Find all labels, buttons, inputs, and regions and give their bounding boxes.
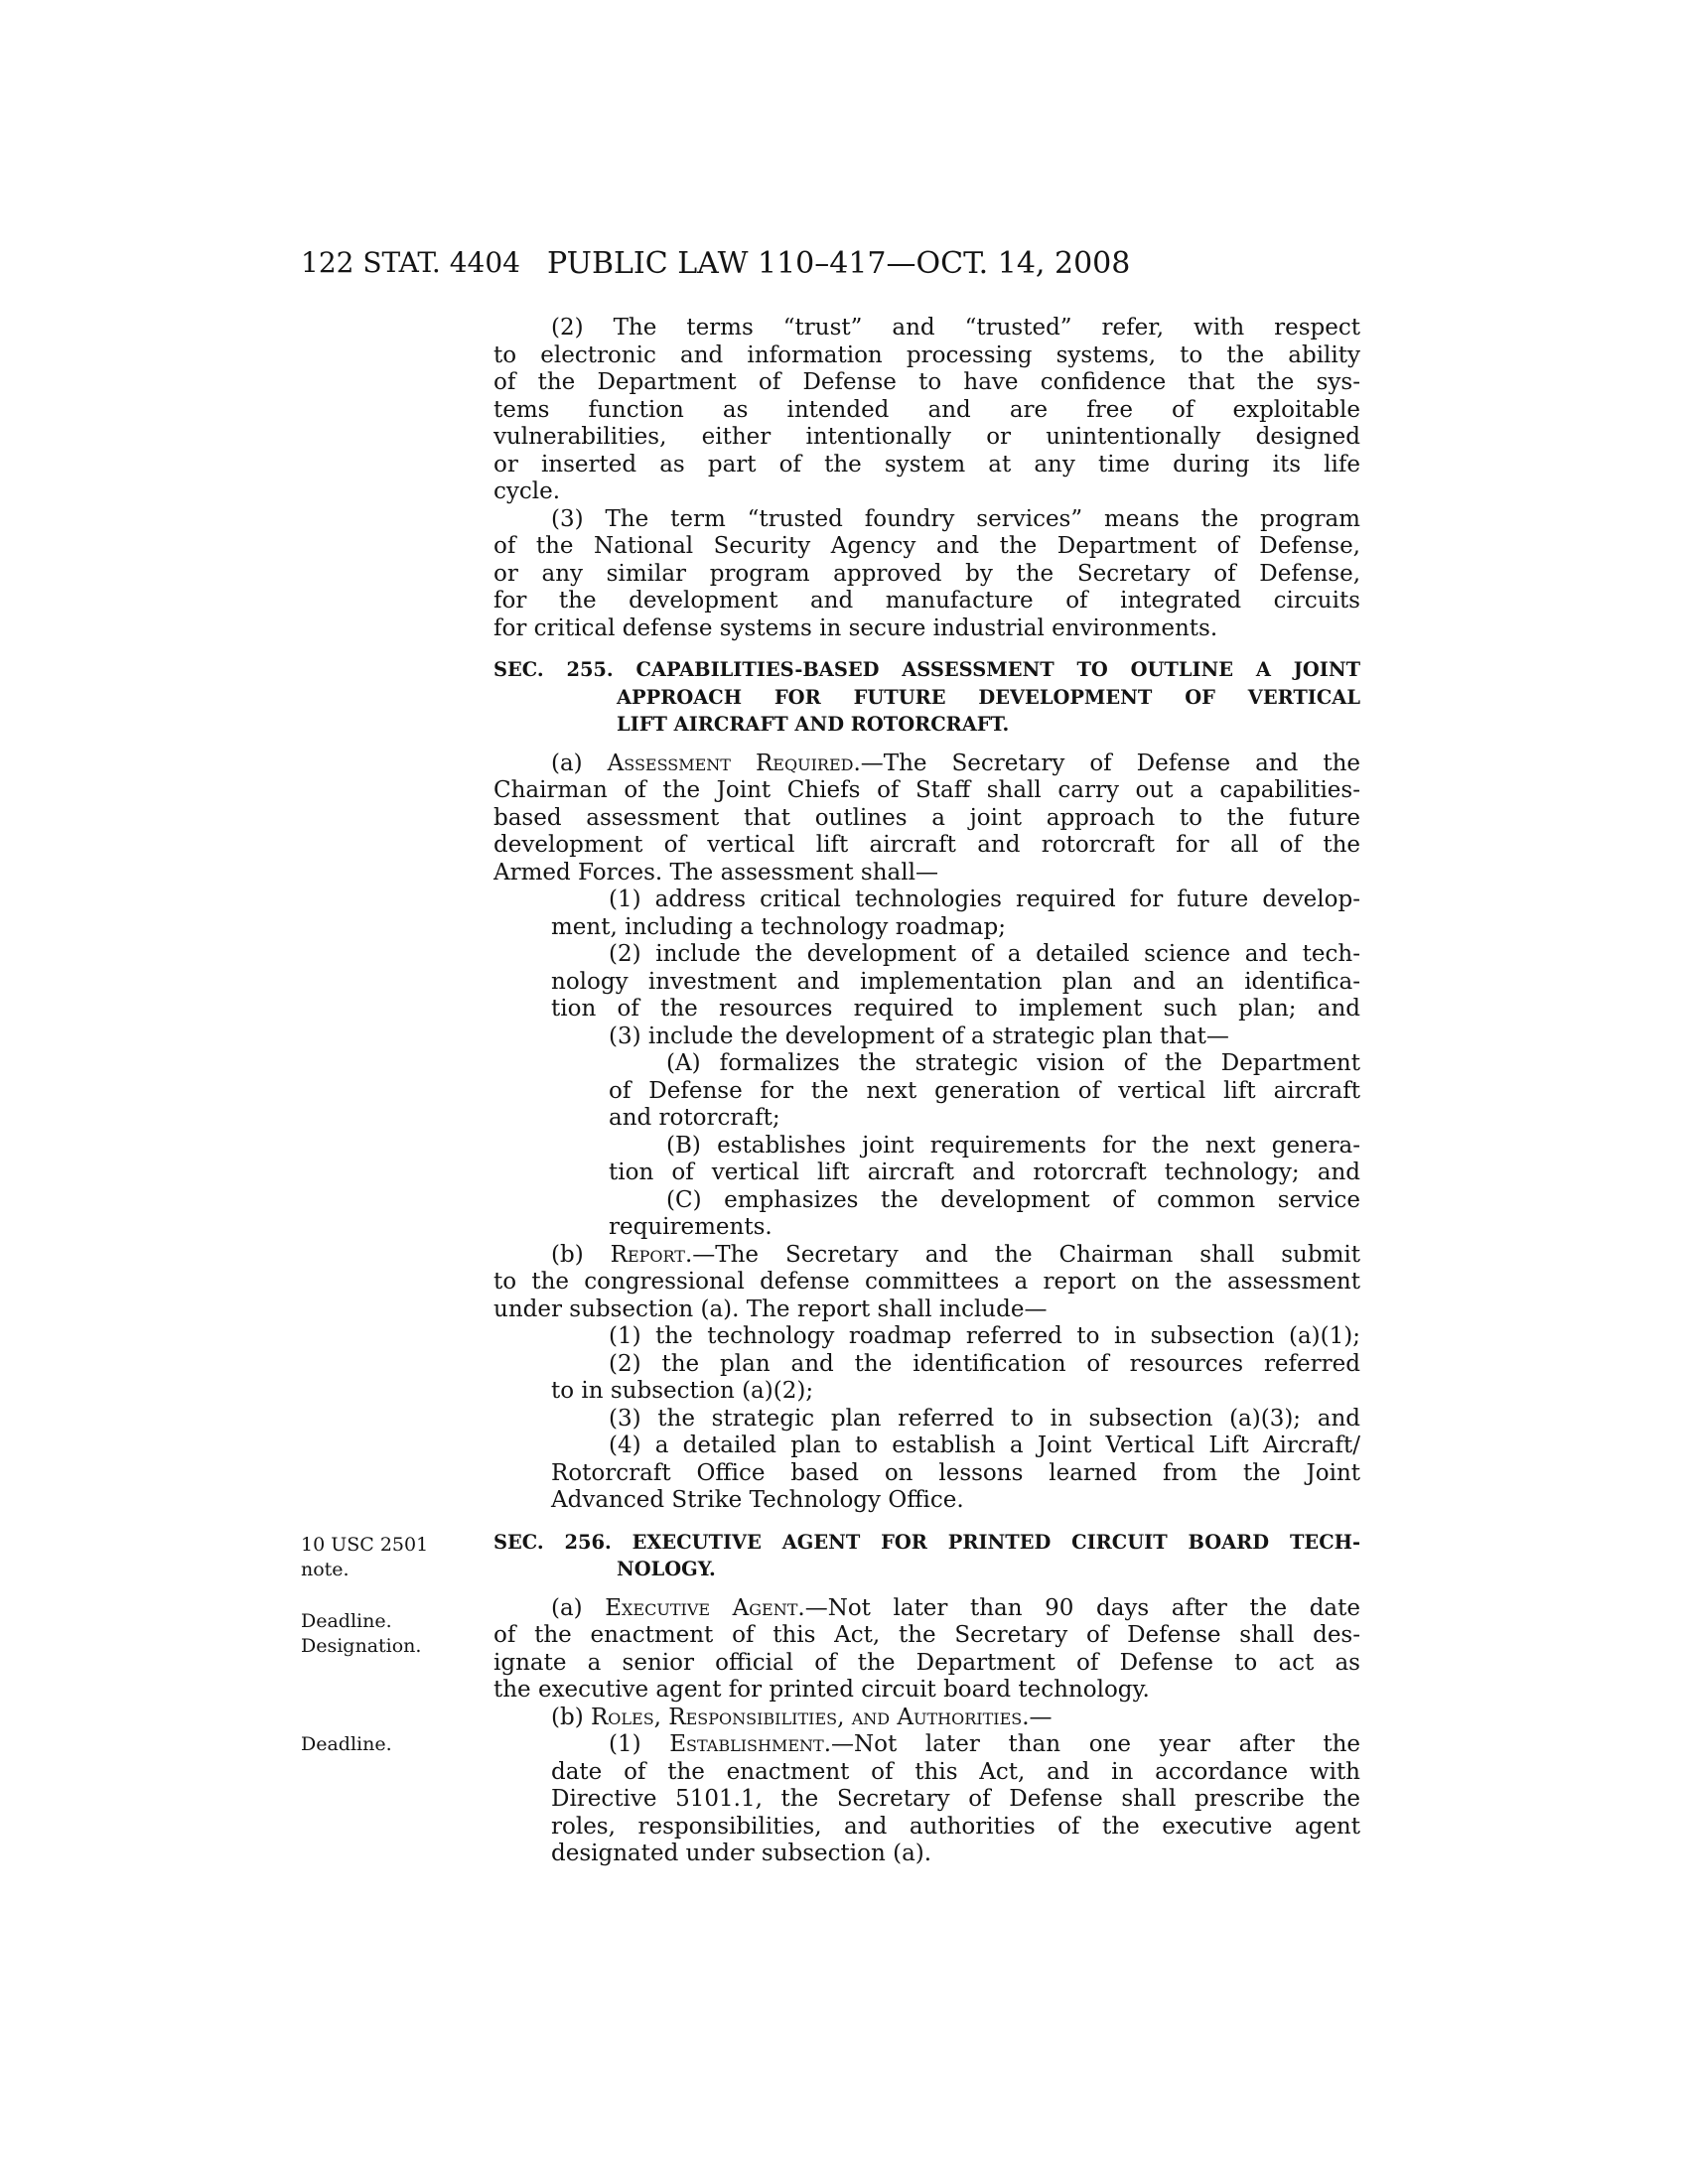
paragraph-line: tion of the resources required to implement such plan; and: [551, 996, 1360, 1022]
subparagraph-A: [609, 1050, 1360, 1133]
section-256-heading: [493, 1529, 1360, 1583]
subsection-line: Armed Forces. The assessment shall—: [493, 859, 938, 886]
paragraph-b4: [551, 1433, 1360, 1515]
paragraph-line: (2) include the development of a detailed science and tech-: [609, 941, 1360, 967]
subparagraph-C: [609, 1187, 1360, 1242]
definition-3-line: of the National Security Agency and the Department of Defense,: [493, 533, 1360, 559]
section-256-heading-line: SEC. 256. EXECUTIVE AGENT FOR PRINTED CIRCUIT BOARD TECH-: [493, 1530, 1360, 1554]
subparagraph-B: [609, 1133, 1360, 1187]
subsection-lead: (a): [551, 750, 608, 776]
paragraph-lead: (1): [609, 1731, 670, 1757]
paragraph-line: date of the enactment of this Act, and in accordance with: [551, 1758, 1360, 1785]
paragraph-line: (3) the strategic plan referred to in subsection (a)(3); and: [609, 1405, 1360, 1432]
paragraph-b3: [551, 1406, 1360, 1433]
margin-note-usc: [301, 1533, 428, 1582]
stat-citation: 122 STAT. 4404: [301, 246, 520, 279]
definition-2-line: or inserted as part of the system at any time during its life: [493, 451, 1360, 478]
paragraph-line: roles, responsibilities, and authorities of the executive agent: [551, 1813, 1360, 1840]
definition-3: [493, 506, 1360, 643]
paragraph-line: ment, including a technology roadmap;: [551, 913, 1006, 940]
paragraph-line: (2) the plan and the identification of resources referred: [609, 1350, 1360, 1377]
subsection-line: of the enactment of this Act, the Secretary of Defense shall des-: [493, 1622, 1360, 1648]
definition-3-line: (3) The term “trusted foundry services” means the program: [551, 505, 1360, 532]
section-255-heading-line: APPROACH FOR FUTURE DEVELOPMENT OF VERTICAL: [617, 685, 1360, 709]
paragraph-caption: Establishment: [669, 1731, 824, 1757]
definition-3-line: for critical defense systems in secure industrial environments.: [493, 614, 1218, 641]
definition-3-line: or any similar program approved by the Secretary of Defense,: [493, 560, 1360, 587]
margin-note-usc-line2: note.: [301, 1559, 350, 1580]
paragraph-line: (4) a detailed plan to establish a Joint Vertical Lift Aircraft/: [609, 1433, 1360, 1458]
definition-2: [493, 315, 1360, 506]
section-255-heading: [493, 656, 1360, 739]
paragraph-a1: [551, 887, 1360, 941]
section-255-heading-line: SEC. 255. CAPABILITIES-BASED ASSESSMENT TO OUTLINE A JOINT: [493, 658, 1360, 681]
paragraph-a2: [551, 941, 1360, 1024]
subsection-lead: (a): [551, 1594, 606, 1621]
paragraph-line: (1) address critical technologies required for future develop-: [609, 887, 1360, 912]
subsection-caption: Report: [610, 1241, 685, 1268]
paragraph-256-b1: [551, 1731, 1360, 1868]
subsection-line: development of vertical lift aircraft and rotorcraft for all of the: [493, 832, 1360, 858]
subsection-lead: (b): [551, 1241, 611, 1268]
definition-3-line: for the development and manufacture of integrated circuits: [493, 588, 1360, 614]
subparagraph-line: tion of vertical lift aircraft and rotorcraft technology; and: [609, 1160, 1360, 1185]
subsection-caption: Executive Agent: [605, 1594, 798, 1621]
subsection-text: .—: [1022, 1704, 1053, 1730]
definition-2-line: of the Department of Defense to have confidence that the sys-: [493, 369, 1360, 395]
statute-body: [493, 315, 1360, 1868]
subsection-text: .—Not later than 90 days after the date: [797, 1594, 1360, 1621]
subsection-caption: Roles, Responsibilities, and Authorities: [590, 1704, 1023, 1730]
paragraph-line: nology investment and implementation plan and an identifica-: [551, 968, 1360, 995]
paragraph-line: Advanced Strike Technology Office.: [551, 1487, 964, 1513]
section-256-subsection-a: [493, 1595, 1360, 1705]
paragraph-a3: [551, 1024, 1360, 1051]
section-255-subsection-a: [493, 751, 1360, 887]
section-255-heading-line: LIFT AIRCRAFT AND ROTORCRAFT.: [617, 713, 1010, 736]
subparagraph-line: requirements.: [609, 1214, 773, 1240]
subparagraph-line: of Defense for the next generation of vertical lift aircraft: [609, 1077, 1360, 1104]
paragraph-text: .—Not later than one year after the: [823, 1731, 1361, 1757]
margin-note-deadline: Deadline.: [301, 1610, 392, 1632]
subsection-line: based assessment that outlines a joint approach to the future: [493, 804, 1360, 831]
section-256-heading-line: NOLOGY.: [617, 1558, 716, 1580]
definition-2-line: (2) The terms “trust” and “trusted” refer, with respect: [551, 315, 1360, 341]
paragraph-line: Rotorcraft Office based on lessons learned from the Joint: [551, 1459, 1360, 1486]
margin-note-designation: Designation.: [301, 1635, 422, 1657]
definition-2-line: vulnerabilities, either intentionally or unintentionally designed: [493, 424, 1360, 450]
subsection-line: under subsection (a). The report shall include—: [493, 1296, 1048, 1322]
subsection-line: ignate a senior official of the Department of Defense to act as: [493, 1649, 1360, 1676]
margin-note-deadline-designation: [301, 1609, 421, 1659]
subsection-line: Chairman of the Joint Chiefs of Staff shall carry out a capabilities-: [493, 777, 1360, 803]
subsection-text: .—The Secretary of Defense and the: [853, 750, 1360, 776]
subparagraph-line: (A) formalizes the strategic vision of the Department: [666, 1050, 1360, 1076]
paragraph-line: (1) the technology roadmap referred to in subsection (a)(1);: [609, 1323, 1360, 1349]
running-header: [301, 246, 1360, 286]
subparagraph-line: (C) emphasizes the development of common service: [666, 1186, 1360, 1213]
subsection-text: .—The Secretary and the Chairman shall submit: [684, 1241, 1360, 1268]
public-law-title: PUBLIC LAW 110–417—OCT. 14, 2008: [547, 246, 1131, 281]
paragraph-line: Directive 5101.1, the Secretary of Defense shall prescribe the: [551, 1786, 1360, 1812]
paragraph-line: to in subsection (a)(2);: [551, 1378, 814, 1404]
subparagraph-line: and rotorcraft;: [609, 1105, 780, 1131]
subparagraph-line: (B) establishes joint requirements for the next genera-: [666, 1132, 1360, 1159]
subsection-line: to the congressional defense committees a report on the assessment: [493, 1269, 1360, 1295]
paragraph-b1: [551, 1323, 1360, 1351]
paragraph-line: (3) include the development of a strategic plan that—: [609, 1023, 1229, 1049]
definition-2-line: cycle.: [493, 478, 561, 504]
paragraph-b2: [551, 1351, 1360, 1406]
section-255-subsection-b: [493, 1242, 1360, 1324]
definition-2-line: to electronic and information processing systems, to the ability: [493, 341, 1360, 368]
margin-note-deadline-2: Deadline.: [301, 1733, 392, 1755]
subsection-caption: Assessment Required: [607, 750, 854, 776]
subsection-line: the executive agent for printed circuit board technology.: [493, 1677, 1150, 1703]
section-256-subsection-b: [493, 1705, 1360, 1732]
subsection-lead: (b): [551, 1704, 591, 1730]
margin-note-usc-line1: 10 USC 2501: [301, 1534, 429, 1556]
definition-2-line: tems function as intended and are free of exploitable: [493, 396, 1360, 423]
paragraph-line: designated under subsection (a).: [551, 1841, 932, 1866]
